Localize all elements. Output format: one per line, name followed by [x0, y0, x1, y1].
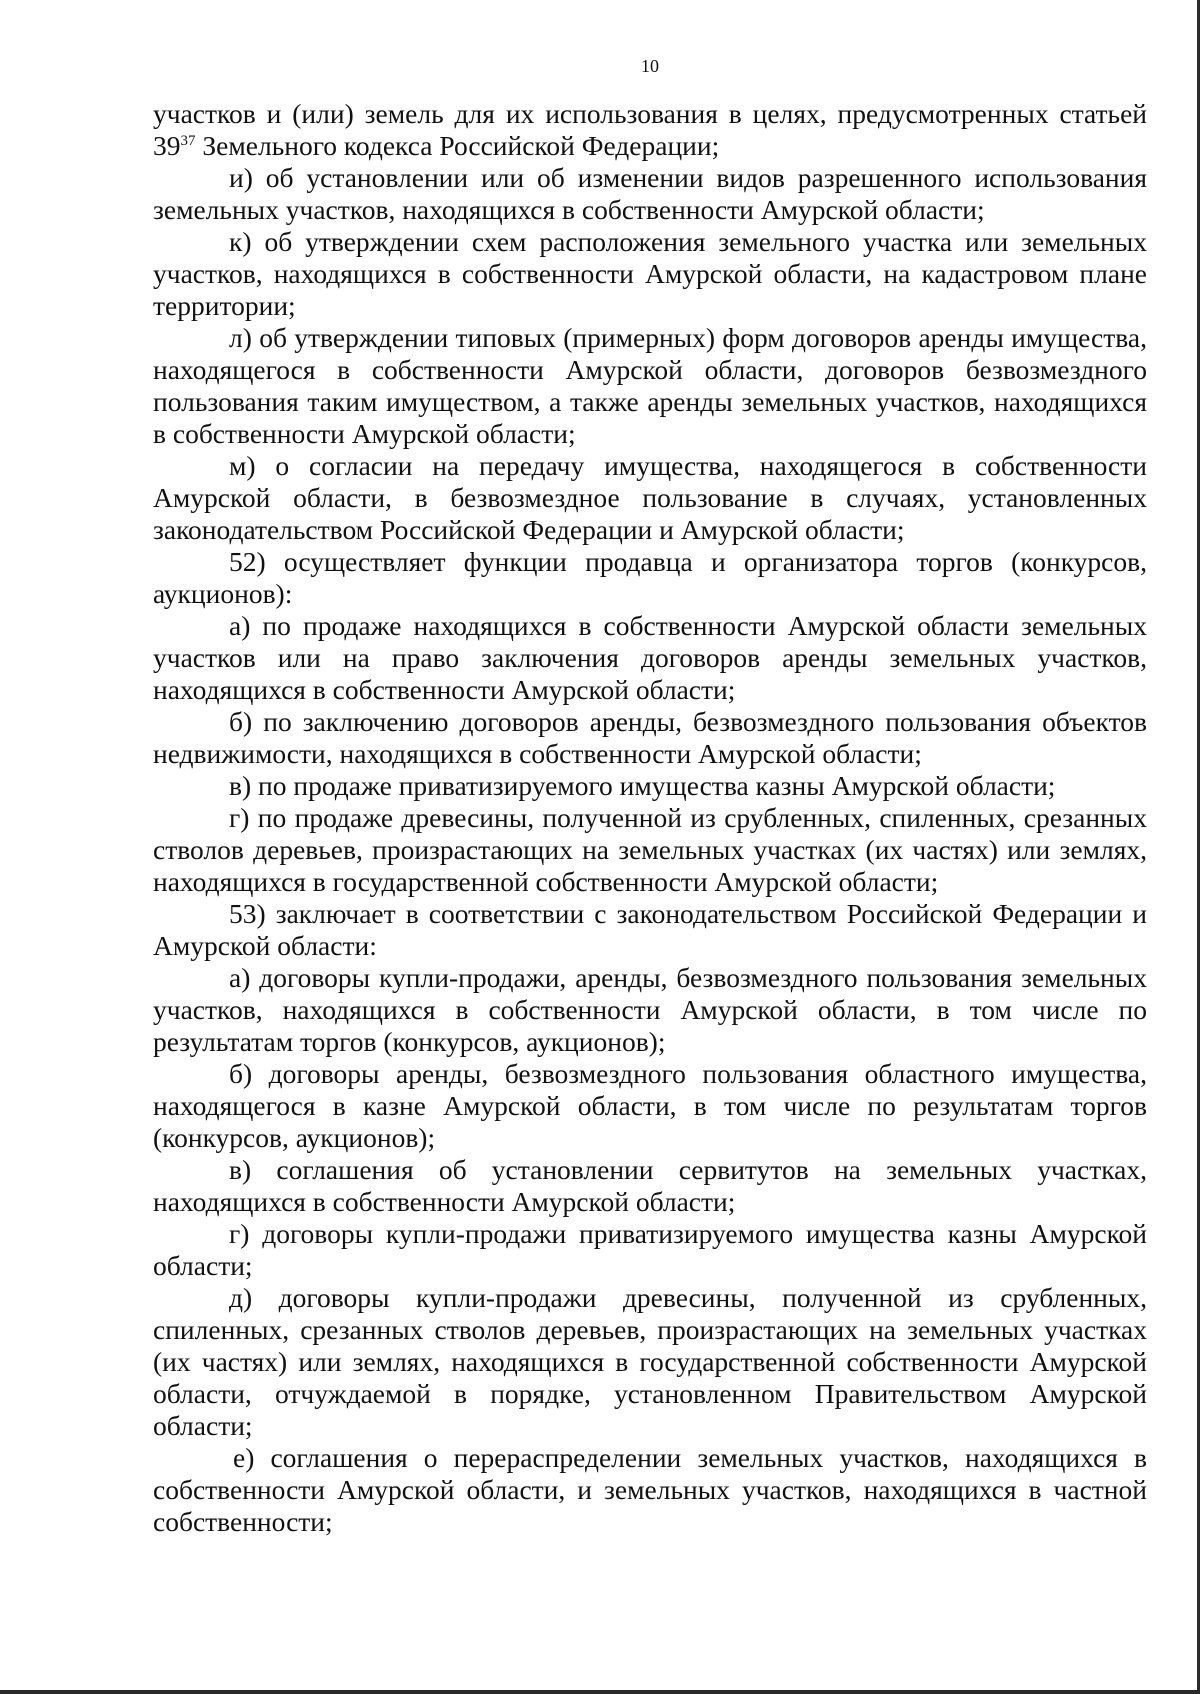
- paragraph-item-53e: е) соглашения о перераспределении земельных участков, находящихся в собственности Амурской области, и земельных участков, находящихся в частной собственности;: [153, 1442, 1147, 1537]
- paragraph-item-52g: г) по продаже древесины, полученной из срубленных, спиленных, срезанных стволов деревьев, произрастающих на земельных участках (их частях) или землях, находящихся в государственной собственности Амурской области;: [153, 802, 1147, 897]
- paragraph-item-52b: б) по заключению договоров аренды, безвозмездного пользования объектов недвижимости, находящихся в собственности Амурской области;: [153, 706, 1147, 769]
- paragraph-item-l: л) об утверждении типовых (примерных) форм договоров аренды имущества, находящегося в собственности Амурской области, договоров безвозмездного пользования таким имуществом, а также аренды земельных участков, находящихся в собственности Амурской области;: [153, 322, 1147, 449]
- paragraph-item-53a: а) договоры купли-продажи, аренды, безвозмездного пользования земельных участков, находящихся в собственности Амурской области, в том числе по результатам торгов (конкурсов, аукционов);: [153, 962, 1147, 1057]
- paragraph-item-53b: б) договоры аренды, безвозмездного пользования областного имущества, находящегося в казне Амурской области, в том числе по результатам торгов (конкурсов, аукционов);: [153, 1058, 1147, 1153]
- paragraph-text: участков и (или) земель для их использования в целях, предусмотренных статьей 39: [153, 98, 1147, 161]
- paragraph-text: Земельного кодекса Российской Федерации;: [195, 130, 720, 161]
- paragraph-item-53v: в) соглашения об установлении сервитутов на земельных участках, находящихся в собственности Амурской области;: [153, 1154, 1147, 1217]
- document-body: [153, 98, 1147, 1538]
- paragraph-item-53: 53) заключает в соответствии с законодательством Российской Федерации и Амурской области:: [153, 898, 1147, 961]
- paragraph-item-52: 52) осуществляет функции продавца и организатора торгов (конкурсов, аукционов):: [153, 546, 1147, 609]
- paragraph-item-k: к) об утверждении схем расположения земельного участка или земельных участков, находящихся в собственности Амурской области, на кадастровом плане территории;: [153, 226, 1147, 321]
- paragraph: [153, 98, 1147, 162]
- paragraph-item-52a: а) по продаже находящихся в собственности Амурской области земельных участков или на право заключения договоров аренды земельных участков, находящихся в собственности Амурской области;: [153, 610, 1147, 705]
- superscript: 37: [180, 133, 196, 149]
- paragraph-item-52v: в) по продаже приватизируемого имущества казны Амурской области;: [229, 770, 1056, 801]
- page-number: 10: [641, 56, 659, 76]
- paragraph-item-53g: г) договоры купли-продажи приватизируемого имущества казны Амурской области;: [153, 1218, 1147, 1281]
- paragraph-item-i: и) об установлении или об изменении видов разрешенного использования земельных участков, находящихся в собственности Амурской области;: [153, 162, 1147, 225]
- paragraph-item-m: м) о согласии на передачу имущества, находящегося в собственности Амурской области, в безвозмездное пользование в случаях, установленных законодательством Российской Федерации и Амурской области;: [153, 450, 1147, 545]
- scan-edge-bottom: [0, 1690, 1200, 1694]
- paragraph-item-53d: д) договоры купли-продажи древесины, полученной из срубленных, спиленных, срезанных стволов деревьев, произрастающих на земельных участках (их частях) или землях, находящихся в государственной собственности Амурской области, отчуждаемой в порядке, установленном Правительством Амурской области;: [153, 1282, 1147, 1441]
